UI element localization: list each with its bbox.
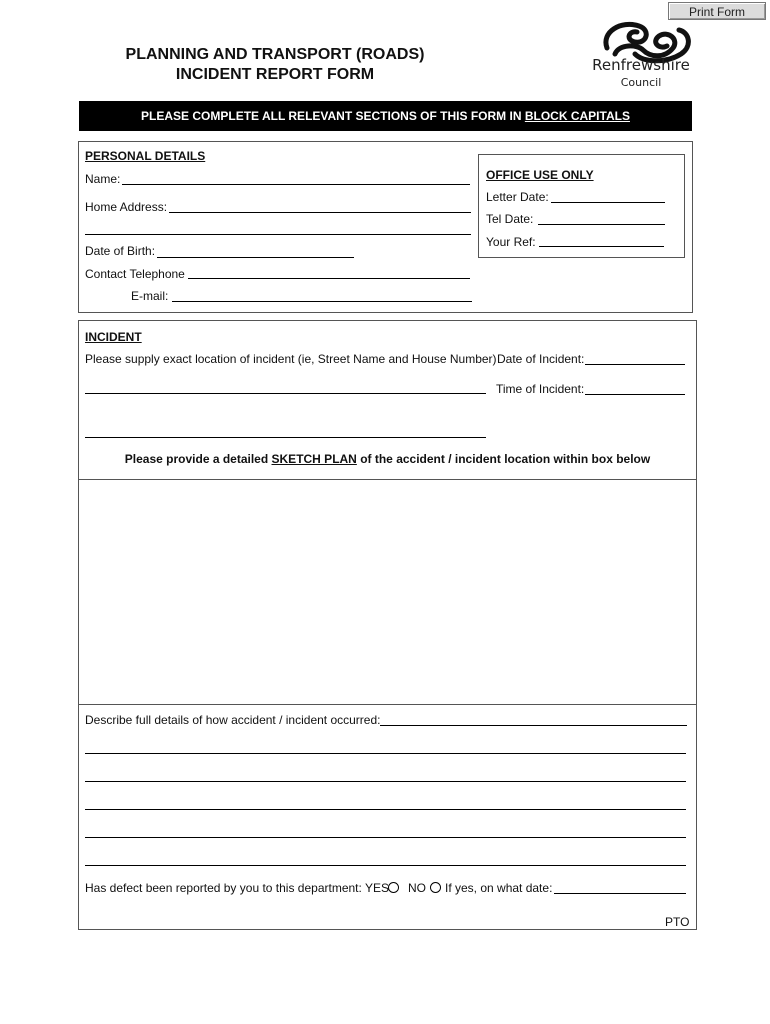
home-address-label: Home Address: [85,200,168,214]
personal-details-heading: PERSONAL DETAILS [85,149,206,163]
date-of-incident-label: Date of Incident: [497,352,585,366]
details-line-2[interactable] [85,753,686,754]
sketch-text-before: Please provide a detailed [124,452,272,466]
email-label: E-mail: [131,289,169,303]
details-line-5[interactable] [85,837,686,838]
contact-telephone-label: Contact Telephone [85,267,185,281]
name-field[interactable] [122,184,470,185]
sketch-plan-emphasis: SKETCH PLAN [271,452,357,466]
time-of-incident-label: Time of Incident: [496,382,585,396]
time-of-incident-field[interactable] [585,394,685,395]
instruction-banner [79,101,692,131]
home-address-field[interactable] [169,212,471,213]
details-line-6[interactable] [85,865,686,866]
logo-name: Renfrewshire [592,56,690,74]
describe-details-field[interactable] [380,725,687,726]
contact-telephone-field[interactable] [188,278,470,279]
describe-details-label: Describe full details of how accident / incident occurred: [85,713,381,727]
yes-radio[interactable] [388,882,399,893]
details-line-4[interactable] [85,809,686,810]
sketch-plan-area[interactable] [78,479,697,705]
title-line-2: INCIDENT REPORT FORM [175,66,375,83]
location-label: Please supply exact location of incident (ie, Street Name and House Number) [85,352,497,366]
name-label: Name: [85,172,121,186]
banner-text: PLEASE COMPLETE ALL RELEVANT SECTIONS OF THIS FORM IN [141,109,525,123]
defect-reported-label: Has defect been reported by you to this department: YES [85,881,389,895]
tel-date-field[interactable] [538,224,665,225]
logo-subtitle: Council [620,76,662,89]
details-line-3[interactable] [85,781,686,782]
page-title [80,45,470,85]
no-label: NO [408,881,426,895]
print-form-button[interactable]: Print Form [668,2,766,20]
your-ref-field[interactable] [539,246,664,247]
email-field[interactable] [172,301,472,302]
location-field[interactable] [85,393,486,394]
if-yes-date-field[interactable] [554,893,686,894]
date-of-birth-field[interactable] [157,257,354,258]
title-line-1: PLANNING AND TRANSPORT (ROADS) [125,46,425,63]
letter-date-field[interactable] [551,202,665,203]
office-use-heading: OFFICE USE ONLY [486,168,594,182]
your-ref-label: Your Ref: [486,235,536,249]
banner-emphasis: BLOCK CAPITALS [524,109,630,123]
date-of-incident-field[interactable] [585,364,685,365]
date-of-birth-label: Date of Birth: [85,244,156,258]
if-yes-date-label: If yes, on what date: [445,881,553,895]
no-radio[interactable] [430,882,441,893]
pto-label: PTO [665,915,690,929]
location-field-line2[interactable] [85,437,486,438]
home-address-field-line2[interactable] [85,234,471,235]
sketch-text-after: of the accident / incident location within box below [356,452,651,466]
sketch-instruction [78,452,697,466]
tel-date-label: Tel Date: [486,212,534,226]
letter-date-label: Letter Date: [486,190,549,204]
incident-heading: INCIDENT [85,330,142,344]
